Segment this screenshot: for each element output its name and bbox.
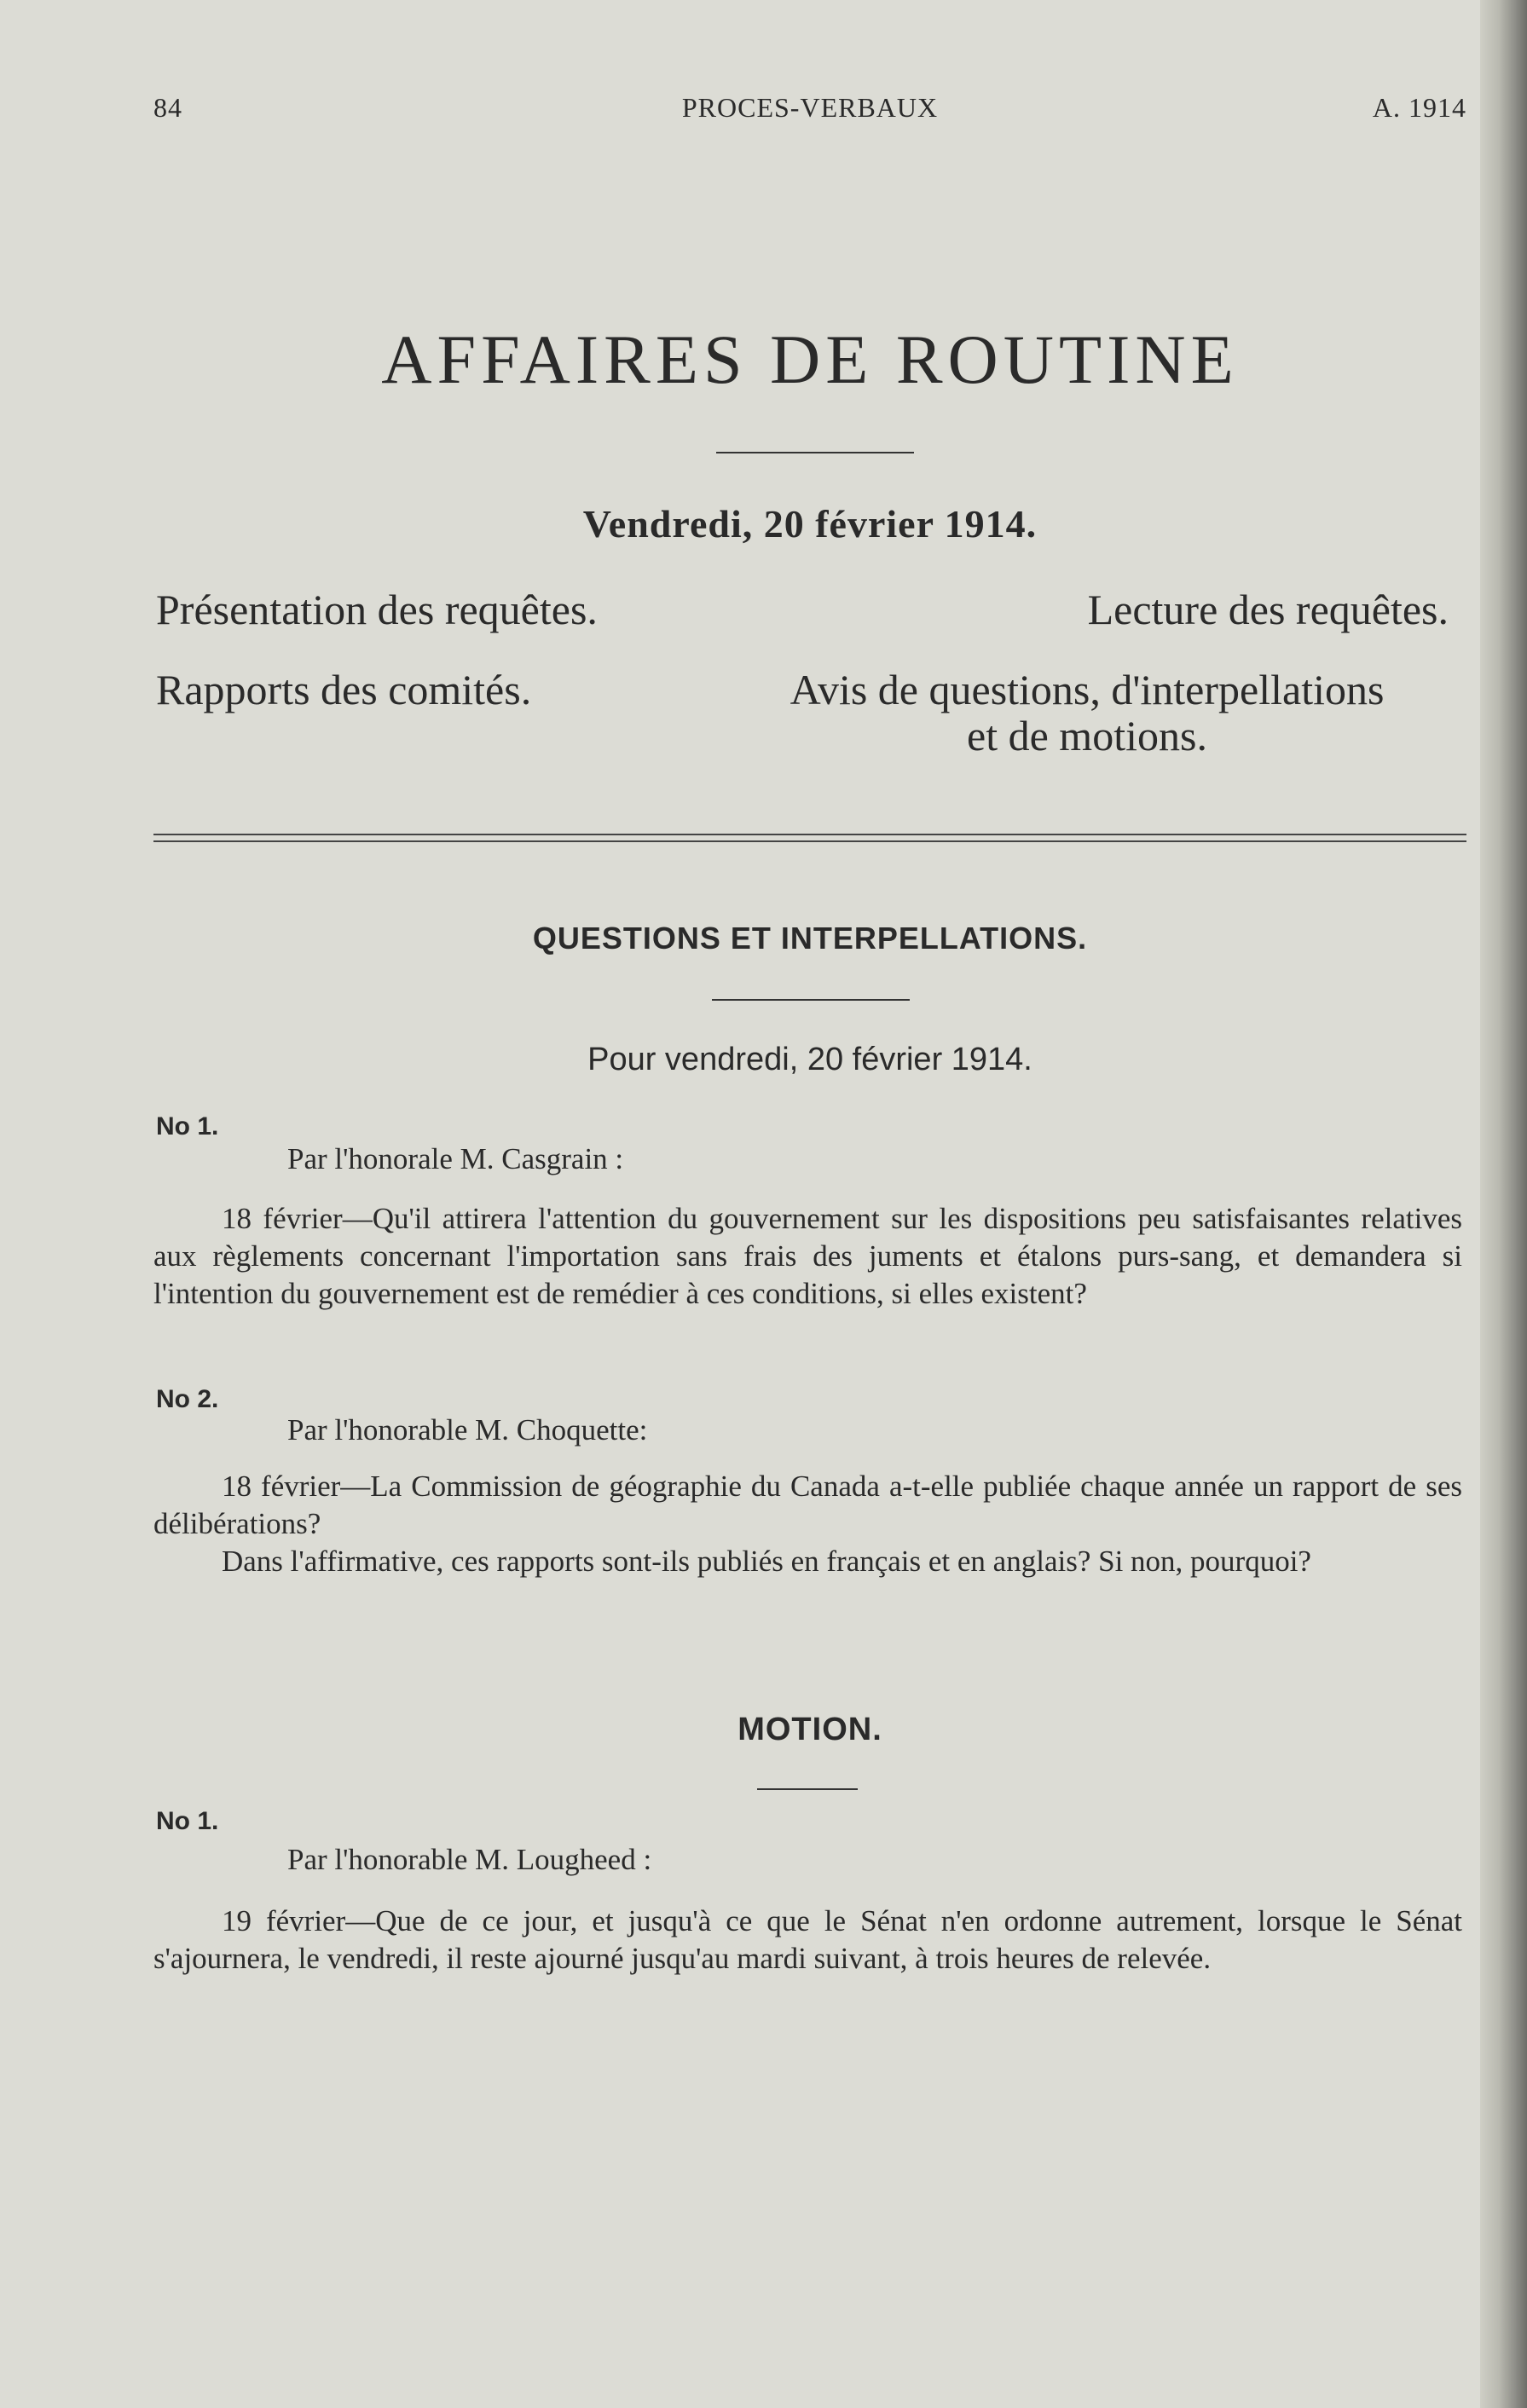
question-2-paragraph-1: 18 février—La Commission de géographie du Canada a-t-elle publiée chaque année un rapport de ses délibérations? — [153, 1470, 1462, 1540]
routine-item-avis — [725, 667, 1449, 759]
motion-rule — [757, 1788, 858, 1790]
routine-item-presentation: Présentation des requêtes. — [156, 586, 598, 633]
motion-1-paragraph: 19 février—Que de ce jour, et jusqu'à ce que le Sénat n'en ordonne autrement, lorsque le Sénat s'ajournera, le vendredi, il reste ajourné jusqu'au mardi suivant, à trois heures de relevée. — [153, 1904, 1462, 1975]
motion-1-author: Par l'honorable M. Lougheed : — [287, 1843, 652, 1876]
questions-subheading: Pour vendredi, 20 février 1914. — [587, 1042, 1032, 1077]
motion-1-text — [153, 1903, 1462, 1978]
question-1-number: No 1. — [156, 1112, 219, 1140]
motion-heading: MOTION. — [737, 1712, 882, 1747]
running-title: PROCES-VERBAUX — [681, 92, 939, 123]
question-2-author: Par l'honorable M. Choquette: — [287, 1413, 648, 1447]
routine-item-avis-line2: et de motions. — [967, 712, 1207, 759]
question-2-number: No 2. — [156, 1385, 219, 1413]
page-binding-edge — [1480, 0, 1527, 2408]
question-2-text — [153, 1468, 1462, 1580]
routine-item-avis-line1: Avis de questions, d'interpellations — [790, 666, 1385, 713]
question-2-paragraph-2: Dans l'affirmative, ces rapports sont-ils publiés en français et en anglais? Si non, pourquoi? — [222, 1545, 1311, 1578]
title-rule — [716, 452, 914, 453]
running-header — [153, 92, 1466, 135]
section-double-rule-bottom — [153, 840, 1466, 842]
header-year: A. 1914 — [1372, 92, 1466, 123]
section-double-rule-top — [153, 834, 1466, 835]
question-1-text — [153, 1200, 1462, 1313]
page-number: 84 — [153, 92, 182, 123]
routine-item-rapports: Rapports des comités. — [156, 666, 532, 713]
routine-item-lecture: Lecture des requêtes. — [1087, 586, 1449, 633]
page-title: AFFAIRES DE ROUTINE — [381, 320, 1239, 398]
question-1-paragraph: 18 février—Qu'il attirera l'attention du gouvernement sur les dispositions peu satisfaisantes relatives aux règlements concernant l'importation sans frais des juments et étalons purs-sang, et demandera si l'intention du gouvernement est de remédier à ces conditions, si elles existent? — [153, 1202, 1462, 1310]
questions-heading: QUESTIONS ET INTERPELLATIONS. — [532, 921, 1088, 956]
questions-rule — [712, 999, 910, 1001]
sitting-date: Vendredi, 20 février 1914. — [582, 502, 1038, 546]
question-1-author: Par l'honorale M. Casgrain : — [287, 1142, 624, 1175]
motion-1-number: No 1. — [156, 1807, 219, 1835]
